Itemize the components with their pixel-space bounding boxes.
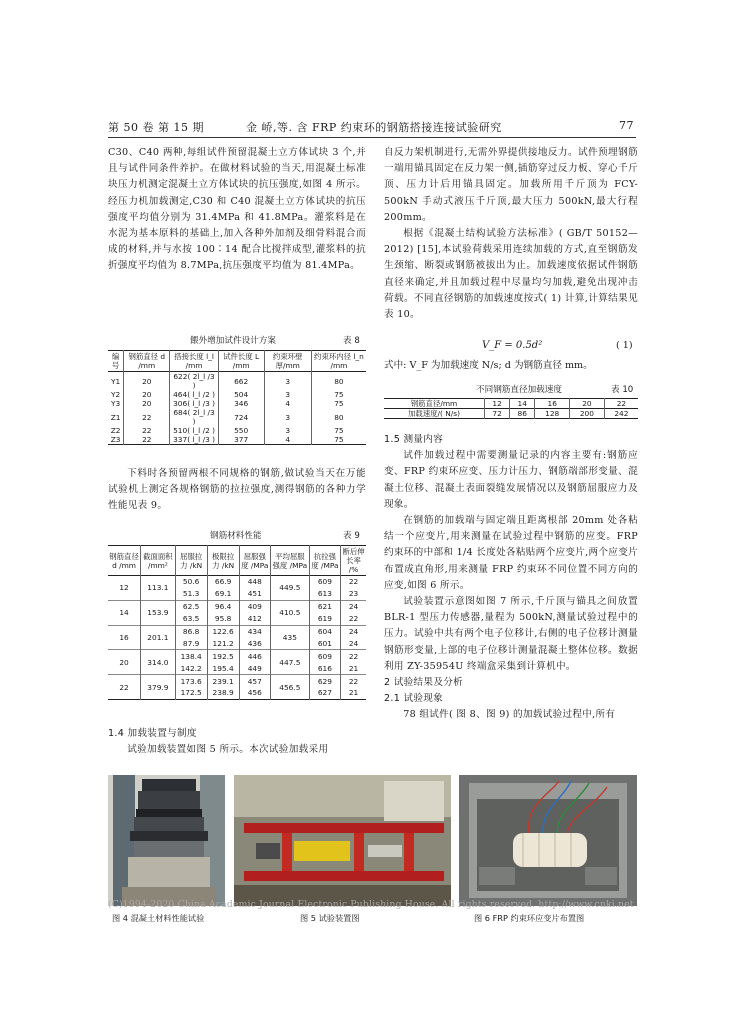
table-cell: 22	[348, 614, 359, 624]
table-cell: 609	[309, 576, 340, 588]
table-cell: 16	[535, 399, 570, 409]
table-row	[108, 390, 366, 399]
table-cell: 464( l_l /2 )	[170, 390, 218, 399]
table-cell: 22	[124, 435, 170, 445]
test-rig-illustration	[234, 775, 451, 906]
table-cell: 622( 2l_l /3 )	[170, 372, 218, 391]
table8	[108, 350, 366, 445]
table-cell: 80	[334, 412, 344, 422]
table8-header-cell: 试件长度 L /mm	[218, 351, 264, 372]
table-cell: 410.5	[270, 600, 309, 625]
table-row	[108, 399, 366, 408]
page-number: 77	[619, 119, 634, 132]
table-cell: 122.6	[207, 625, 239, 637]
table8-header-cell: 钢筋直径 d /mm	[124, 351, 170, 372]
header-rule	[108, 137, 636, 138]
table9-number: 表 9	[343, 531, 360, 541]
table-cell: 12	[485, 399, 510, 409]
table-cell: 242	[614, 409, 629, 418]
table-cell: 409	[239, 600, 270, 612]
table-cell: 22	[348, 577, 359, 587]
table8-caption: 餵外增加试件设计方案	[190, 336, 276, 346]
table-cell: 12	[108, 576, 141, 601]
figure6-photo	[459, 775, 637, 906]
table-cell: 379.9	[141, 675, 176, 700]
table-cell: 435	[270, 625, 309, 650]
table-row	[108, 600, 366, 612]
paragraph-reaction-frame: 自反力架机制进行,无需外界提供接地反力。试件预埋钢筋一端用锚具固定在反力架一侧,插筋穿过反力板、穿心千斤顶、压力计后用锚具固定。加载所用千斤顶为 FCY-500kN 手动式液压千斤顶,最大压力 500kN,最大行程 200mm。	[384, 147, 638, 223]
concrete-press-illustration	[108, 775, 225, 906]
table-cell: 601	[309, 637, 340, 649]
table9-header-cell: 屈服强度 /MPa	[239, 546, 270, 576]
table9-header-cell: 平均屈服强度 /MPa	[270, 546, 309, 576]
paragraph-loading-standard: 根据《混凝土结构试验方法标准》( GB/T 50152—2012) [15],本试验荷载采用连续加载的方式,直至钢筋发生颈缩、断裂或钢筋被拔出为止。加载速度依据试件钢筋直径来确定,并且加载过程中尽量均匀加载,避免出现冲击荷载。不同直径钢筋的加载速度按式( 1) 计算,计算结果见表 10。	[384, 228, 638, 321]
table8-header-cell: 搭接长度 l_l /mm	[170, 351, 218, 372]
table-cell: 80	[334, 376, 344, 386]
table-cell: 172.5	[175, 687, 207, 699]
table-cell: 75	[334, 435, 344, 444]
table10-row-label: 钢筋直径/mm	[384, 399, 485, 409]
table9-header-cell: 屈服拉力 /kN	[175, 546, 207, 576]
table-row	[108, 408, 366, 426]
table-cell: 604	[309, 625, 340, 637]
figure5-caption: 图 5 试验装置图	[300, 913, 360, 923]
table-cell: 456	[239, 687, 270, 699]
table-cell: 20	[124, 390, 170, 399]
table-cell: 142.2	[175, 662, 207, 674]
table10	[384, 398, 638, 419]
table-cell: 16	[108, 625, 141, 650]
table-cell: 62.5	[175, 600, 207, 612]
right-column-bottom	[384, 432, 638, 724]
table9-body	[108, 576, 366, 700]
right-column-top	[384, 145, 638, 323]
table-cell: Y2	[108, 390, 124, 399]
table-cell: 14	[108, 600, 141, 625]
table10-row-label: 加载速度/( N/s)	[384, 409, 485, 419]
table-cell: 449	[239, 662, 270, 674]
table-row	[108, 650, 366, 662]
table-cell: 20	[124, 399, 170, 408]
table-cell: 306( l_l /3 )	[170, 399, 218, 408]
table-cell: 22	[348, 676, 359, 686]
table-cell: 75	[334, 426, 344, 435]
formula-1-description: 式中: V_F 为加载速度 N/s; d 为钢筋直径 mm。	[384, 360, 593, 371]
section-2-1-heading: 2.1 试验现象	[384, 693, 444, 705]
paragraph-loading-setup: 试验加载装置如图 5 所示。本次试验加载采用	[127, 744, 329, 756]
table-cell: 448	[239, 576, 270, 588]
table8-number: 表 8	[343, 336, 360, 346]
paragraph-sensors: 试验装置示意图如图 7 所示,千斤顶与锚具之间放置 BLR-1 型压力传感器,量程为 500kN,测量试验过程中的压力。试验中共有两个电子位移计,右侧的电子位移计测量钢筋形变量,上部的电子位移计测量混凝土整体位移。数据利用 ZY-35954U 终端盒采集到计算机中。	[384, 596, 638, 672]
table-cell: 434	[239, 625, 270, 637]
table8-header-cell: 编号	[108, 351, 124, 372]
table-cell: 153.9	[141, 600, 176, 625]
table-cell: Y1	[108, 372, 124, 391]
table-cell: 113.1	[141, 576, 176, 601]
table9	[108, 545, 366, 700]
table-cell: 69.1	[207, 588, 239, 600]
table-cell: 619	[309, 613, 340, 625]
table-cell: 22	[616, 399, 627, 408]
table-cell: 314.0	[141, 650, 176, 675]
table-cell: 24	[348, 638, 359, 648]
table-cell: 504	[218, 390, 264, 399]
table-cell: 195.4	[207, 662, 239, 674]
table-cell: 22	[348, 651, 359, 661]
table-cell: 4	[264, 399, 311, 408]
table-cell: 22	[124, 426, 170, 435]
table-cell: 724	[218, 408, 264, 426]
table-cell: 451	[239, 588, 270, 600]
table-cell: Z3	[108, 435, 124, 445]
table8-header-cell: 约束环内径 l_n /mm	[314, 352, 364, 370]
table-cell: 436	[239, 637, 270, 649]
table-row	[108, 372, 366, 391]
journal-issue: 第 50 卷 第 15 期	[108, 121, 204, 134]
table-cell: 173.6	[175, 675, 207, 687]
formula-1-number: ( 1)	[616, 340, 633, 351]
table-cell: 446	[239, 650, 270, 662]
table-cell: 629	[309, 675, 340, 687]
section-1-4-heading: 1.4 加载装置与制度	[108, 728, 197, 739]
table-row	[108, 576, 366, 588]
table-cell: 192.5	[207, 650, 239, 662]
table-cell: 24	[348, 627, 359, 636]
table-cell: 613	[309, 588, 340, 600]
table-cell: 121.2	[207, 637, 239, 649]
table-row	[108, 435, 366, 445]
table-cell: 20	[570, 399, 605, 409]
table-cell: 75	[334, 390, 344, 399]
table-cell: 14	[510, 399, 535, 409]
table-cell: 609	[309, 650, 340, 662]
table8-header-row	[108, 351, 366, 372]
table-cell: 550	[218, 426, 264, 435]
paragraph-materials: C30、C40 两种,每组试件预留混凝土立方体试块 3 个,并且与试件同条件养护。在做材料试验的当天,用混凝土标准块压力机测定混凝土立方体试块的抗压强度,如图 4 所示。经压力机加载测定,C30 和 C40 混凝土立方体试块的抗压强度平均值分别为 31.4MPa 和 41.8MPa。灌浆料是在水泥为基本原料的基础上,加入各种外加剂及细骨料混合而成的材料,并与水按 100∶14 配合比搅拌成型,灌浆料的抗折强度平均值为 8.7MPa,抗压强度平均值为 81.4MPa。	[108, 147, 366, 272]
paragraph-test-phenomena: 78 组试件( 图 8、图 9) 的加载试验过程中,所有	[403, 709, 616, 721]
table-cell: 627	[309, 687, 340, 699]
table9-caption: 钢筋材料性能	[210, 531, 262, 541]
left-column-mid	[108, 466, 366, 515]
table-cell: 66.9	[207, 576, 239, 588]
left-column-top	[108, 145, 366, 275]
table-cell: 3	[264, 426, 311, 435]
copyright-watermark: (C)1994-2020 China Academic Journal Electronic Publishing House. All rights reserved. http://www.cnki.net	[108, 899, 634, 910]
table-cell: 21	[348, 688, 359, 698]
table-cell: Y3	[108, 399, 124, 408]
running-title: 金 峤,等. 含 FRP 约束环的钢筋搭接连接试验研究	[246, 121, 502, 134]
table-cell: 337( l_l /3 )	[170, 435, 218, 445]
table-cell: Z1	[108, 408, 124, 426]
table-row	[108, 426, 366, 435]
table-row	[108, 675, 366, 687]
figure5-photo	[234, 775, 451, 906]
table10-number: 表 10	[611, 385, 634, 395]
table-cell: 50.6	[175, 576, 207, 588]
table-cell: 377	[218, 435, 264, 445]
table-cell: 239.1	[207, 675, 239, 687]
table-row	[108, 625, 366, 637]
table9-header-cell: 截面面积 /mm²	[141, 546, 176, 576]
table-cell: 24	[348, 602, 359, 612]
table-cell: 510( l_l /2 )	[170, 426, 218, 435]
section-1-5-heading: 1.5 测量内容	[384, 434, 444, 445]
table-cell: 95.8	[207, 613, 239, 625]
table9-header-cell: 钢筋直径 d /mm	[108, 546, 141, 576]
table8-header-cell: 约束环壁厚/mm	[264, 351, 311, 372]
table-cell: 86	[510, 409, 535, 419]
frp-ring-gauges-illustration	[459, 775, 637, 906]
table-cell: 128	[535, 409, 570, 419]
table9-header-cell: 断后伸长率 /%	[342, 547, 365, 574]
table-cell: 72	[485, 409, 510, 419]
figure6-caption: 图 6 FRP 约束环应变片布置图	[474, 913, 585, 923]
figure4-caption: 图 4 混凝土材料性能试验	[112, 913, 205, 923]
table-cell: 3	[264, 372, 311, 391]
table-cell: 51.3	[175, 588, 207, 600]
table-row	[384, 399, 638, 409]
table-cell: 616	[309, 662, 340, 674]
table-cell: 96.4	[207, 600, 239, 612]
table-cell: 22	[108, 675, 141, 700]
table-cell: 449.5	[270, 576, 309, 601]
table-cell: 662	[218, 372, 264, 391]
table9-header-cell: 极限拉力 /kN	[207, 546, 239, 576]
figure4-photo	[108, 775, 225, 906]
table-cell: 75	[334, 399, 344, 408]
table9-header-cell: 抗拉强度 /MPa	[309, 546, 340, 576]
table-cell: 20	[108, 650, 141, 675]
table-cell: 447.5	[270, 650, 309, 675]
table-cell: 21	[348, 663, 359, 673]
paragraph-measurements: 试件加载过程中需要测量记录的内容主要有:钢筋应变、FRP 约束环应变、压力计压力、钢筋端部形变量、混凝土位移、混凝土表面裂缝发展情况以及钢筋屈服应力及现象。	[384, 450, 638, 510]
table-cell: 346	[218, 399, 264, 408]
paragraph-strain-gauges: 在钢筋的加载端与固定端且距离根部 20mm 处各粘结一个应变片,用来测量在试验过程中钢筋的应变。FRP 约束环的中部和 1/4 长度处各粘贴两个应变片,两个应变片布置成直角形,用来测量 FRP 约束环不同位置不同方向的应变,如图 6 所示。	[384, 515, 638, 591]
table-cell: 20	[124, 372, 170, 391]
table-cell: 456.5	[270, 675, 309, 700]
table-cell: 412	[239, 613, 270, 625]
table-cell: 87.9	[175, 637, 207, 649]
table-row	[384, 409, 638, 419]
table9-header-row	[108, 546, 366, 576]
table-cell: 22	[124, 408, 170, 426]
section-2-heading: 2 试验结果及分析	[384, 677, 464, 689]
paragraph-rebar-testing: 下料时各预留两根不同规格的钢筋,做试验当天在万能试验机上测定各规格钢筋的拉拉强度,测得钢筋的各种力学性能见表 9。	[108, 468, 366, 512]
table-cell: 621	[309, 600, 340, 612]
table-cell: 200	[570, 409, 605, 419]
table-cell: 63.5	[175, 613, 207, 625]
table-cell: 4	[264, 435, 311, 445]
table-cell: 3	[264, 408, 311, 426]
table-cell: 23	[348, 589, 359, 599]
table-cell: 3	[264, 390, 311, 399]
table-cell: 684( 2l_l /3 )	[170, 408, 218, 426]
table-cell: 201.1	[141, 625, 176, 650]
left-column-bottom	[108, 726, 366, 758]
table10-caption: 不同钢筋直径加载速度	[476, 385, 562, 395]
table-cell: Z2	[108, 426, 124, 435]
table-cell: 238.9	[207, 687, 239, 699]
table-cell: 86.8	[175, 625, 207, 637]
table-cell: 138.4	[175, 650, 207, 662]
table-cell: 457	[239, 675, 270, 687]
formula-1: V_F = 0.5d²	[482, 340, 543, 351]
